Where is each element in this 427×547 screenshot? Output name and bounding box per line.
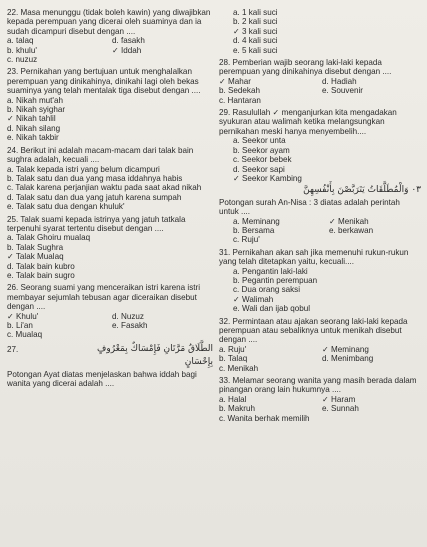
question-23-text: 23. Pernikahan yang bertujuan untuk menghalalkan perempuan yang dinikahinya, dinikahi lagi oleh bekas suaminya yang telah mentalak tiga disebut dengan .... bbox=[7, 67, 201, 96]
option: b. Li'an bbox=[7, 321, 33, 330]
question-27 bbox=[7, 343, 213, 389]
question-30-text: Potongan surah An-Nisa : 3 diatas adalah perintah untuk .... bbox=[219, 197, 400, 217]
option: c. nuzuz bbox=[7, 55, 38, 65]
option: b. Makruh bbox=[219, 404, 255, 414]
option: b. 2 kali suci bbox=[233, 17, 278, 27]
option: e. Sunnah bbox=[322, 404, 359, 414]
option: d. Nikah silang bbox=[7, 123, 61, 133]
question-24-options bbox=[7, 165, 213, 212]
option: b. khulu' bbox=[7, 45, 37, 55]
question-26-text: 26. Seorang suami yang menceraikan istri karena istri membayar sejumlah tebusan agar diceraikan disebut dengan .... bbox=[7, 283, 200, 312]
question-31-text: 31. Pernikahan akan sah jika memenuhi rukun-rukun yang telah ditetapkan yaitu, kecuali.... bbox=[219, 247, 409, 267]
option: a. Halal bbox=[219, 394, 247, 404]
option: e. 5 kali suci bbox=[233, 45, 278, 55]
question-24-text: 24. Berikut ini adalah macam-macam dari talak bain sughra adalah, kecuali .... bbox=[7, 145, 194, 165]
option: a. Talak Ghoiru mualaq bbox=[7, 233, 91, 243]
option: c. Mualaq bbox=[7, 330, 43, 340]
option: ✓ Haram bbox=[322, 394, 356, 404]
option: d. Hadiah bbox=[322, 76, 357, 86]
arabic-verse: الطَّلَاقُ مَرَّتَانِ فَإِمْسَاكٌ بِمَعْرُوفٍ bbox=[97, 343, 213, 354]
option: d. fasakh bbox=[112, 36, 145, 46]
option: a. Meminang bbox=[233, 216, 280, 226]
option: ✓ Meminang bbox=[322, 344, 369, 354]
option: a. Ruju' bbox=[219, 344, 247, 354]
option: ✓ Seekor Kambing bbox=[233, 173, 302, 183]
option: c. Hantaran bbox=[219, 95, 261, 105]
option: b. Sedekah bbox=[219, 86, 260, 96]
option: b. Nikah syighar bbox=[7, 105, 66, 115]
option: c. Wanita berhak memilih bbox=[219, 413, 310, 423]
option: d. Nuzuz bbox=[112, 311, 144, 321]
option: b. Bersama bbox=[233, 225, 275, 235]
option: c. Talak karena perjanjian waktu pada saat akad nikah bbox=[7, 183, 202, 193]
option: e. Fasakh bbox=[112, 321, 148, 330]
option: d. Talak bain kubro bbox=[7, 261, 75, 271]
option: c. Menikah bbox=[219, 363, 259, 373]
question-23-options bbox=[7, 96, 213, 143]
option: d. 4 kali suci bbox=[233, 36, 278, 46]
question-26 bbox=[7, 283, 213, 339]
question-28-text: 28. Pemberian wajib seorang laki-laki kepada perempuan yang dinikahinya disebut dengan .... bbox=[219, 58, 392, 77]
question-24 bbox=[7, 146, 213, 212]
question-22-options-cont bbox=[219, 8, 421, 55]
left-column bbox=[7, 8, 213, 391]
question-30-options bbox=[219, 217, 421, 245]
option: b. Seekor ayam bbox=[233, 145, 290, 155]
arabic-verse-cont: بِإِحْسَانٍ bbox=[184, 357, 213, 368]
option: ✓ Mahar bbox=[219, 76, 251, 86]
option: a. Seekor unta bbox=[233, 136, 286, 146]
question-33-text: 33. Melamar seorang wanita yang masih berada dalam pinangan orang lain hukumnya .... bbox=[219, 376, 417, 395]
option: d. Talak satu dan dua yang jatuh karena sumpah bbox=[7, 192, 182, 202]
question-32 bbox=[219, 317, 421, 373]
option: b. Talak Sughra bbox=[7, 242, 64, 252]
question-25 bbox=[7, 215, 213, 281]
question-33-options bbox=[219, 395, 421, 423]
question-22-options bbox=[7, 36, 213, 64]
question-22 bbox=[7, 8, 213, 64]
question-29-text: 29. Rasulullah ✓ menganjurkan kita mengadakan syukuran atau walimah ketika melangsungkan pernikahan meski hanya menyembelih.... bbox=[219, 108, 397, 136]
option: e. Nikah takbir bbox=[7, 133, 59, 143]
option: a. 1 kali suci bbox=[233, 8, 278, 17]
question-28-options bbox=[219, 77, 421, 105]
question-31-options bbox=[219, 267, 421, 314]
question-29-options bbox=[219, 136, 421, 183]
option: c. Ruju' bbox=[233, 235, 260, 245]
option: b. Talaq bbox=[219, 354, 248, 364]
question-30 bbox=[219, 186, 421, 244]
option: d. Menimbang bbox=[322, 354, 374, 364]
question-27-number: 27. bbox=[7, 344, 19, 354]
question-25-options bbox=[7, 233, 213, 280]
question-28 bbox=[219, 58, 421, 105]
option: ✓ Nikah tahlil bbox=[7, 114, 56, 124]
option: a. Nikah mut'ah bbox=[7, 95, 63, 105]
option: a. Talak kepada istri yang belum dicampuri bbox=[7, 164, 160, 174]
option: a. Pengantin laki-laki bbox=[233, 266, 308, 276]
option: ✓ 3 kali suci bbox=[233, 26, 278, 36]
question-23 bbox=[7, 67, 213, 142]
question-32-text: 32. Permintaan atau ajakan seorang laki-laki kepada perempuan atau sebaliknya untuk menikah disebut dengan .... bbox=[219, 316, 408, 345]
question-26-options bbox=[7, 312, 213, 340]
option: ✓ Iddah bbox=[112, 45, 142, 55]
question-32-options bbox=[219, 345, 421, 373]
question-25-text: 25. Talak suami kepada istrinya yang jatuh tatkala terpenuhi syarat tertentu disebut dengan .... bbox=[7, 214, 186, 233]
question-33 bbox=[219, 376, 421, 423]
option: b. Talak satu dan dua yang masa iddahnya habis bbox=[7, 173, 183, 183]
option: ✓ Walimah bbox=[233, 294, 274, 304]
option: e. Wali dan ijab qobul bbox=[233, 304, 311, 314]
option: e. Talak satu dua dengan khuluk' bbox=[7, 202, 125, 212]
option: e. berkawan bbox=[329, 225, 374, 235]
option: ✓ Menikah bbox=[329, 216, 369, 226]
option: ✓ Talak Mualaq bbox=[7, 252, 64, 262]
question-27-text: Potongan Ayat diatas menjelaskan bahwa iddah bagi wanita yang dicerai adalah .... bbox=[7, 369, 197, 389]
question-22-text: 22. Masa menunggu (tidak boleh kawin) yang diwajibkan kepada perempuan yang dicerai oleh suaminya dan ia sudah dicampuri disebut dengan .... bbox=[7, 8, 211, 36]
option: c. Dua orang saksi bbox=[233, 285, 301, 295]
question-29 bbox=[219, 108, 421, 183]
option: b. Pegantin perempuan bbox=[233, 275, 318, 285]
arabic-verse: ٠٣ وَالْمُطَلَّقَاتُ يَتَرَبَّصْنَ بِأَنْفُسِهِنَّ bbox=[303, 185, 421, 196]
right-column bbox=[219, 8, 421, 426]
option: ✓ Khulu' bbox=[7, 311, 39, 321]
option: d. Seekor sapi bbox=[233, 164, 285, 174]
option: e. Souvenir bbox=[322, 86, 363, 96]
option: a. talaq bbox=[7, 36, 34, 46]
option: c. Seekor bebek bbox=[233, 155, 292, 165]
option: e. Talak bain sugro bbox=[7, 270, 75, 280]
question-31 bbox=[219, 248, 421, 314]
